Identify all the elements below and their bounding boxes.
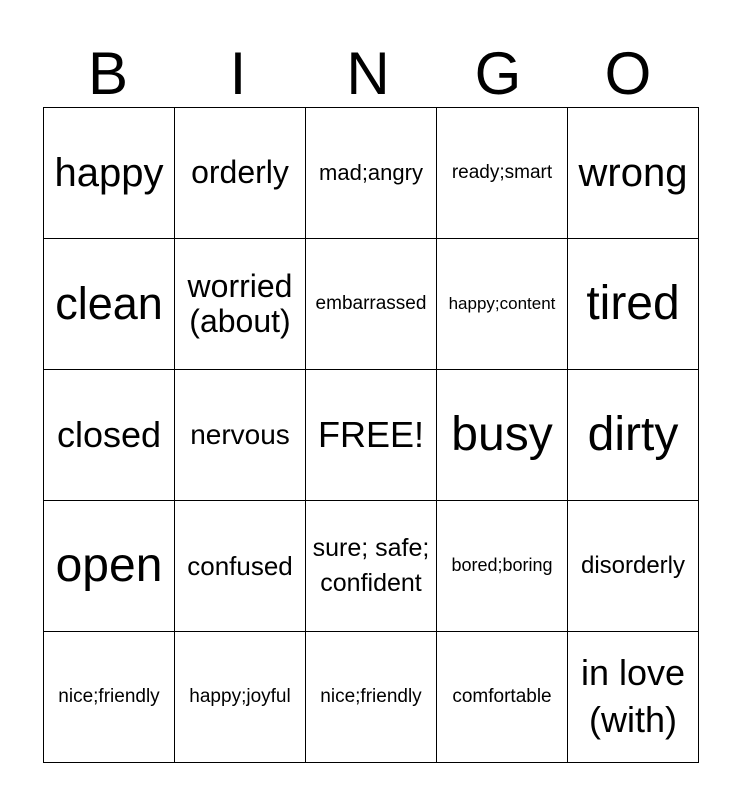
cell-word: sure; safe; confident — [312, 534, 430, 597]
header-letter-n: N — [346, 40, 390, 107]
cell-word: nervous — [190, 418, 290, 450]
cell-word: busy — [451, 407, 553, 461]
cell-word: mad;angry — [319, 159, 423, 185]
cell-word: open — [55, 538, 163, 592]
header-letter-g: G — [474, 40, 522, 107]
bingo-cell[interactable] — [568, 108, 699, 239]
cell-word: happy;content — [448, 293, 556, 313]
bingo-cell[interactable] — [568, 501, 699, 632]
cell-word: clean — [55, 278, 163, 330]
bingo-cell[interactable] — [44, 632, 175, 763]
bingo-cell[interactable] — [306, 239, 437, 370]
bingo-cell[interactable] — [437, 501, 568, 632]
board-row-3 — [44, 370, 699, 501]
bingo-cell[interactable] — [306, 501, 437, 632]
bingo-cell[interactable] — [175, 632, 306, 763]
cell-word: dirty — [587, 407, 679, 461]
cell-word: tired — [586, 276, 680, 330]
cell-word: nice;friendly — [320, 685, 422, 707]
cell-word: comfortable — [452, 685, 552, 707]
bingo-cell[interactable] — [175, 370, 306, 501]
bingo-cell[interactable] — [44, 108, 175, 239]
cell-word: nice;friendly — [58, 685, 160, 707]
bingo-cell[interactable] — [437, 239, 568, 370]
cell-word: bored;boring — [451, 555, 553, 576]
cell-word: orderly — [191, 154, 289, 191]
bingo-cell[interactable] — [175, 108, 306, 239]
cell-word: confused — [187, 550, 293, 581]
bingo-cell[interactable] — [306, 370, 437, 501]
cell-word: embarrassed — [315, 292, 427, 314]
board-row-5 — [44, 632, 699, 763]
bingo-cell[interactable] — [437, 370, 568, 501]
header-letter-o: O — [604, 40, 652, 107]
header-letter-i: I — [229, 40, 247, 107]
bingo-cell[interactable] — [437, 632, 568, 763]
bingo-cell[interactable] — [437, 108, 568, 239]
bingo-cell[interactable] — [44, 239, 175, 370]
free-space: FREE! — [317, 414, 424, 456]
header-letter-b: B — [87, 40, 129, 107]
bingo-cell[interactable] — [175, 501, 306, 632]
bingo-cell[interactable] — [568, 370, 699, 501]
cell-word: ready;smart — [451, 161, 553, 183]
bingo-cell[interactable] — [306, 632, 437, 763]
board-row-4 — [44, 501, 699, 632]
bingo-cell[interactable] — [306, 108, 437, 239]
cell-word: in love (with) — [580, 652, 686, 740]
bingo-cell[interactable] — [44, 370, 175, 501]
cell-word: disorderly — [580, 551, 686, 579]
bingo-cell[interactable] — [568, 239, 699, 370]
cell-word: worried (about) — [187, 267, 293, 339]
bingo-cell[interactable] — [44, 501, 175, 632]
board-row-1 — [44, 108, 699, 239]
cell-word: wrong — [578, 151, 688, 195]
bingo-cell[interactable] — [175, 239, 306, 370]
cell-word: happy;joyful — [189, 685, 291, 707]
board-row-2 — [44, 239, 699, 370]
bingo-board — [43, 107, 699, 763]
bingo-header — [43, 40, 693, 108]
cell-word: closed — [56, 414, 162, 456]
cell-word: happy — [54, 151, 164, 195]
bingo-cell[interactable] — [568, 632, 699, 763]
